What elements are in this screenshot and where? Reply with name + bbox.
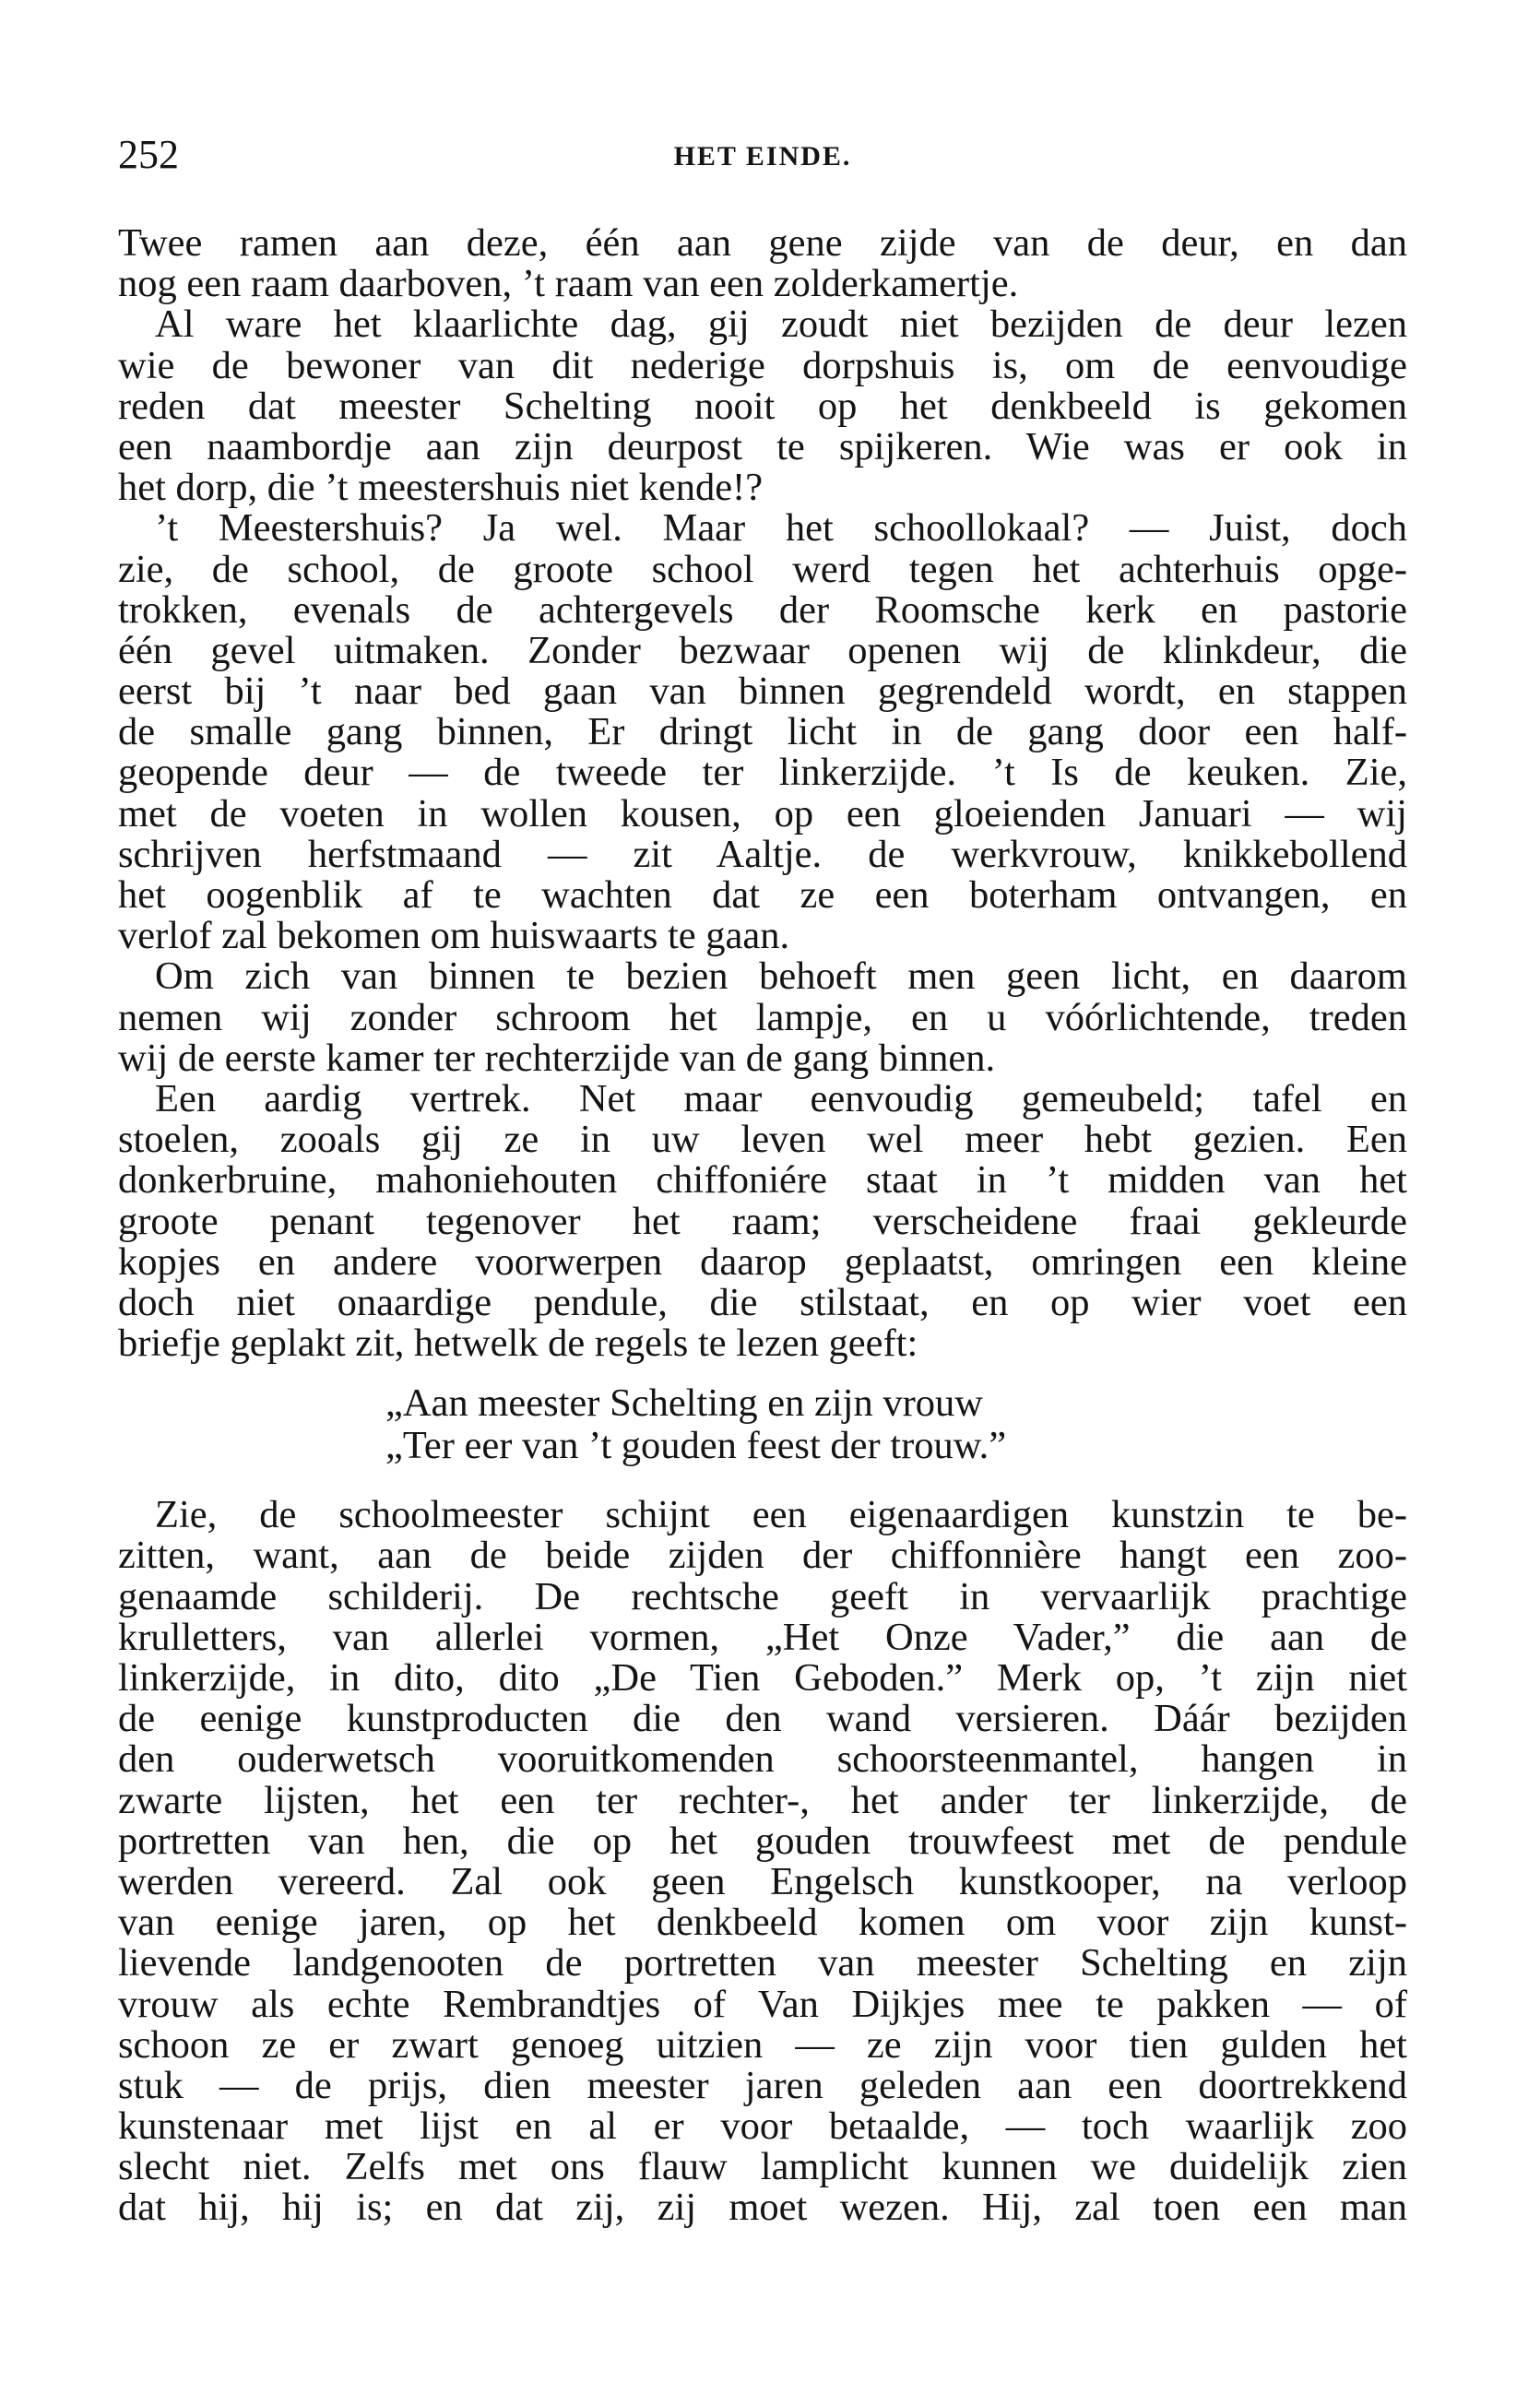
text-line: den ouderwetsch vooruitkomenden schoorsteenmantel, hangen in xyxy=(118,1737,1407,1782)
text-line: stuk — de prijs, dien meester jaren geleden aan een doortrekkend xyxy=(118,2063,1407,2107)
text-line: Twee ramen aan deze, één aan gene zijde van de deur, en dan xyxy=(118,221,1407,265)
text-line: lievende landgenooten de portretten van meester Schelting en zijn xyxy=(118,1941,1407,1985)
text-line: krulletters, van allerlei vormen, „Het Onze Vader,” die aan de xyxy=(118,1615,1407,1659)
text-line: portretten van hen, die op het gouden trouwfeest met de pendule xyxy=(118,1819,1407,1863)
text-line: donkerbruine, mahoniehouten chiffoniére staat in ’t midden van het xyxy=(118,1158,1407,1203)
text-line: Zie, de schoolmeester schijnt een eigenaardigen kunstzin te be- xyxy=(155,1493,1407,1537)
text-line: stoelen, zooals gij ze in uw leven wel meer hebt gezien. Een xyxy=(118,1118,1407,1162)
text-line: wij de eerste kamer ter rechterzijde van de gang binnen. xyxy=(118,1036,996,1080)
text-line: doch niet onaardige pendule, die stilstaat, en op wier voet een xyxy=(118,1280,1407,1324)
text-line: Een aardig vertrek. Net maar eenvoudig gemeubeld; tafel en xyxy=(155,1076,1407,1120)
text-line: linkerzijde, in dito, dito „De Tien Geboden.” Merk op, ’t zijn niet xyxy=(118,1656,1407,1700)
text-line: slecht niet. Zelfs met ons flauw lamplicht kunnen we duidelijk zien xyxy=(118,2145,1407,2189)
text-line: zitten, want, aan de beide zijden der chiffonnière hangt een zoo- xyxy=(118,1534,1407,1578)
text-line: Al ware het klaarlichte dag, gij zoudt niet bezijden de deur lezen xyxy=(155,302,1407,347)
text-line: briefje geplakt zit, hetwelk de regels te lezen geeft: xyxy=(118,1321,918,1366)
text-line: zwarte lijsten, het een ter rechter-, het ander ter linkerzijde, de xyxy=(118,1778,1407,1822)
verse-spacer xyxy=(118,1467,1407,1495)
text-line: wie de bewoner van dit nederige dorpshuis is, om de eenvoudige xyxy=(118,343,1407,387)
running-title: HET EINDE. xyxy=(673,141,852,172)
text-line: met de voeten in wollen kousen, op een gloeienden Januari — wij xyxy=(118,791,1407,836)
text-line: trokken, evenals de achtergevels der Roomsche kerk en pastorie xyxy=(118,587,1407,632)
text-line: Om zich van binnen te bezien behoeft men geen licht, en daarom xyxy=(155,954,1407,999)
text-line: schrijven herfstmaand — zit Aaltje. de werkvrouw, knikkebollend xyxy=(118,832,1407,876)
text-line: reden dat meester Schelting nooit op het denkbeeld is gekomen xyxy=(118,384,1407,428)
text-line: verlof zal bekomen om huiswaarts te gaan. xyxy=(118,914,790,958)
text-line: geopende deur — de tweede ter linkerzijde. ’t Is de keuken. Zie, xyxy=(118,751,1407,795)
text-line: dat hij, hij is; en dat zij, zij moet wezen. Hij, zal toen een man xyxy=(118,2186,1407,2230)
paragraph-group-2 xyxy=(118,1495,1407,2228)
verse-quote xyxy=(118,1382,1407,1467)
text-line: schoon ze er zwart genoeg uitzien — ze zijn voor tien gulden het xyxy=(118,2022,1407,2067)
text-line: van eenige jaren, op het denkbeeld komen om voor zijn kunst- xyxy=(118,1901,1407,1945)
running-head xyxy=(118,127,1407,183)
text-line: werden vereerd. Zal ook geen Engelsch kunstkooper, na verloop xyxy=(118,1859,1407,1903)
text-line: kopjes en andere voorwerpen daarop geplaatst, omringen een kleine xyxy=(118,1239,1407,1284)
text-line: de eenige kunstproducten die den wand versieren. Dáár bezijden xyxy=(118,1697,1407,1741)
paragraph-group-1 xyxy=(118,223,1407,1364)
text-line: groote penant tegenover het raam; verscheidene fraai gekleurde xyxy=(118,1199,1407,1243)
verse-line: „Aan meester Schelting en zijn vrouw xyxy=(385,1381,983,1426)
body-text xyxy=(118,223,1407,2229)
text-line: genaamde schilderij. De rechtsche geeft in vervaarlijk prachtige xyxy=(118,1574,1407,1618)
verse-spacer xyxy=(118,1364,1407,1382)
page-number: 252 xyxy=(118,132,179,177)
text-line: de smalle gang binnen, Er dringt licht in de gang door een half- xyxy=(118,710,1407,754)
text-line: vrouw als echte Rembrandtjes of Van Dijkjes mee te pakken — of xyxy=(118,1982,1407,2026)
text-line: kunstenaar met lijst en al er voor betaalde, — toch waarlijk zoo xyxy=(118,2104,1407,2149)
text-line: zie, de school, de groote school werd tegen het achterhuis opge- xyxy=(118,547,1407,591)
text-line: nemen wij zonder schroom het lampje, en u vóórlichtende, treden xyxy=(118,995,1407,1039)
text-line: ’t Meestershuis? Ja wel. Maar het schoollokaal? — Juist, doch xyxy=(155,506,1407,551)
text-line: het dorp, die ’t meestershuis niet kende!? xyxy=(118,466,764,510)
text-line: een naambordje aan zijn deurpost te spijkeren. Wie was er ook in xyxy=(118,424,1407,468)
text-line: het oogenblik af te wachten dat ze een boterham ontvangen, en xyxy=(118,873,1407,917)
text-line: één gevel uitmaken. Zonder bezwaar openen wij de klinkdeur, die xyxy=(118,628,1407,672)
text-line: eerst bij ’t naar bed gaan van binnen gegrendeld wordt, en stappen xyxy=(118,670,1407,714)
verse-line: „Ter eer van ’t gouden feest der trouw.” xyxy=(385,1424,1007,1468)
text-line: nog een raam daarboven, ’t raam van een zolderkamertje. xyxy=(118,262,1019,306)
